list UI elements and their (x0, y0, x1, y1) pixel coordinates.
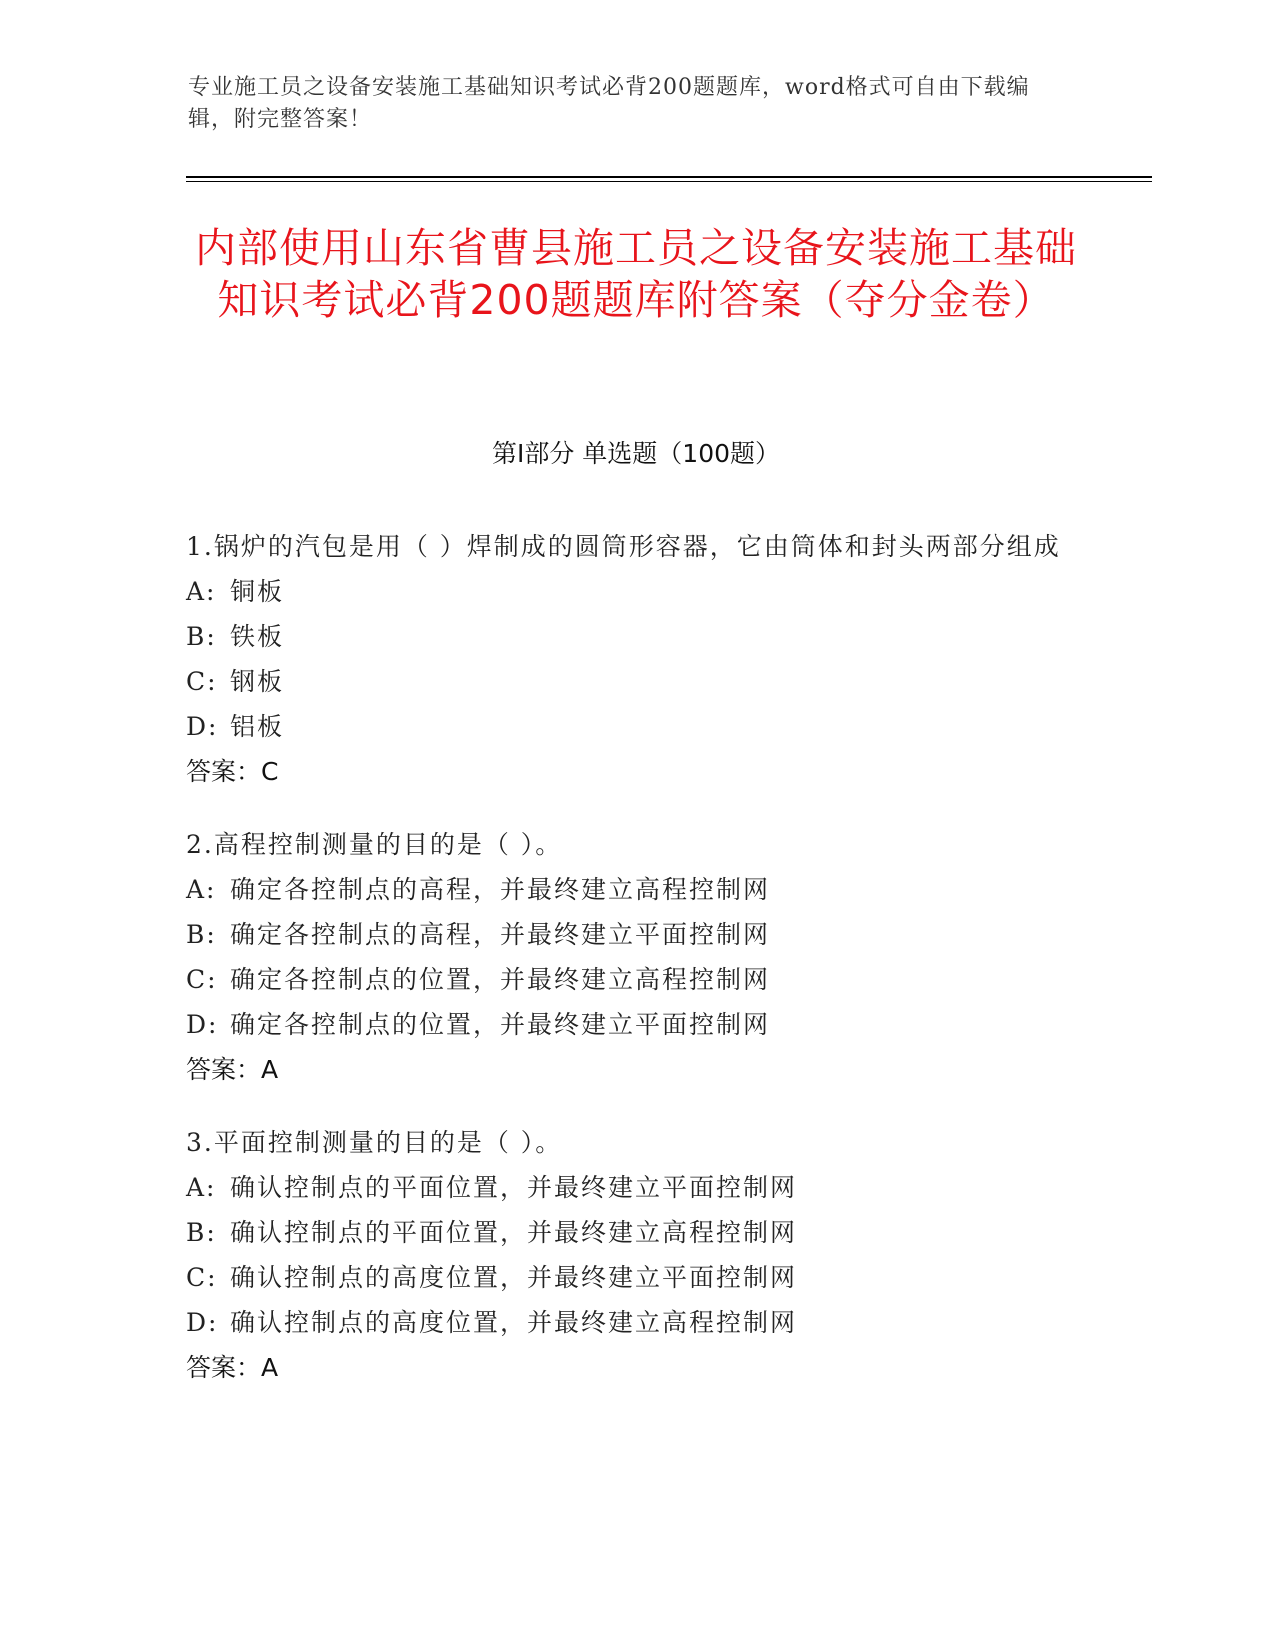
option-a (186, 569, 1086, 614)
answer: 答案：A (186, 1353, 279, 1382)
option-label: A: (186, 875, 217, 904)
option-d (186, 1002, 1086, 1047)
option-text: 铁板 (230, 622, 285, 651)
option-label: D: (186, 1010, 219, 1039)
option-a (186, 867, 1086, 912)
option-label: B: (186, 622, 217, 651)
answer: 答案：C (186, 757, 279, 786)
question-stem: 2.高程控制测量的目的是（ ）。 (186, 830, 563, 859)
option-text: 铜板 (230, 577, 285, 606)
question-list (186, 524, 1086, 1418)
option-label: C: (186, 965, 218, 994)
option-c (186, 659, 1086, 704)
option-text: 确认控制点的高度位置，并最终建立平面控制网 (230, 1263, 798, 1292)
option-text: 钢板 (230, 667, 285, 696)
header-note: 专业施工员之设备安装施工基础知识考试必背200题题库，word格式可自由下载编辑，附完整答案！ (188, 75, 1030, 132)
option-text: 确定各控制点的位置，并最终建立平面控制网 (230, 1010, 771, 1039)
option-text: 确定各控制点的高程，并最终建立平面控制网 (230, 920, 771, 949)
option-a (186, 1165, 1086, 1210)
option-b (186, 1210, 1086, 1255)
option-text: 确定各控制点的位置，并最终建立高程控制网 (230, 965, 771, 994)
option-text: 铝板 (230, 712, 285, 741)
option-label: D: (186, 712, 219, 741)
question-1 (186, 524, 1086, 794)
option-c (186, 957, 1086, 1002)
option-d (186, 1300, 1086, 1345)
option-b (186, 912, 1086, 957)
option-c (186, 1255, 1086, 1300)
option-label: C: (186, 1263, 218, 1292)
option-label: B: (186, 1218, 217, 1247)
option-label: C: (186, 667, 218, 696)
option-d (186, 704, 1086, 749)
option-text: 确认控制点的平面位置，并最终建立高程控制网 (230, 1218, 798, 1247)
option-b (186, 614, 1086, 659)
question-stem: 1.锅炉的汽包是用（ ）焊制成的圆筒形容器，它由筒体和封头两部分组成 (186, 532, 1061, 561)
header-divider-thin (186, 181, 1152, 182)
question-2 (186, 822, 1086, 1092)
option-text: 确认控制点的高度位置，并最终建立高程控制网 (230, 1308, 798, 1337)
document-title: 内部使用山东省曹县施工员之设备安装施工基础知识考试必背200题题库附答案（夺分金卷） (195, 224, 1077, 324)
section-heading: 第Ⅰ部分 单选题（100题） (491, 439, 781, 468)
option-text: 确定各控制点的高程，并最终建立高程控制网 (230, 875, 771, 904)
option-label: B: (186, 920, 217, 949)
answer: 答案：A (186, 1055, 279, 1084)
option-label: A: (186, 577, 217, 606)
question-stem: 3.平面控制测量的目的是（ ）。 (186, 1128, 563, 1157)
header-divider-thick (186, 176, 1152, 178)
option-label: D: (186, 1308, 219, 1337)
option-text: 确认控制点的平面位置，并最终建立平面控制网 (230, 1173, 798, 1202)
question-3 (186, 1120, 1086, 1390)
option-label: A: (186, 1173, 217, 1202)
